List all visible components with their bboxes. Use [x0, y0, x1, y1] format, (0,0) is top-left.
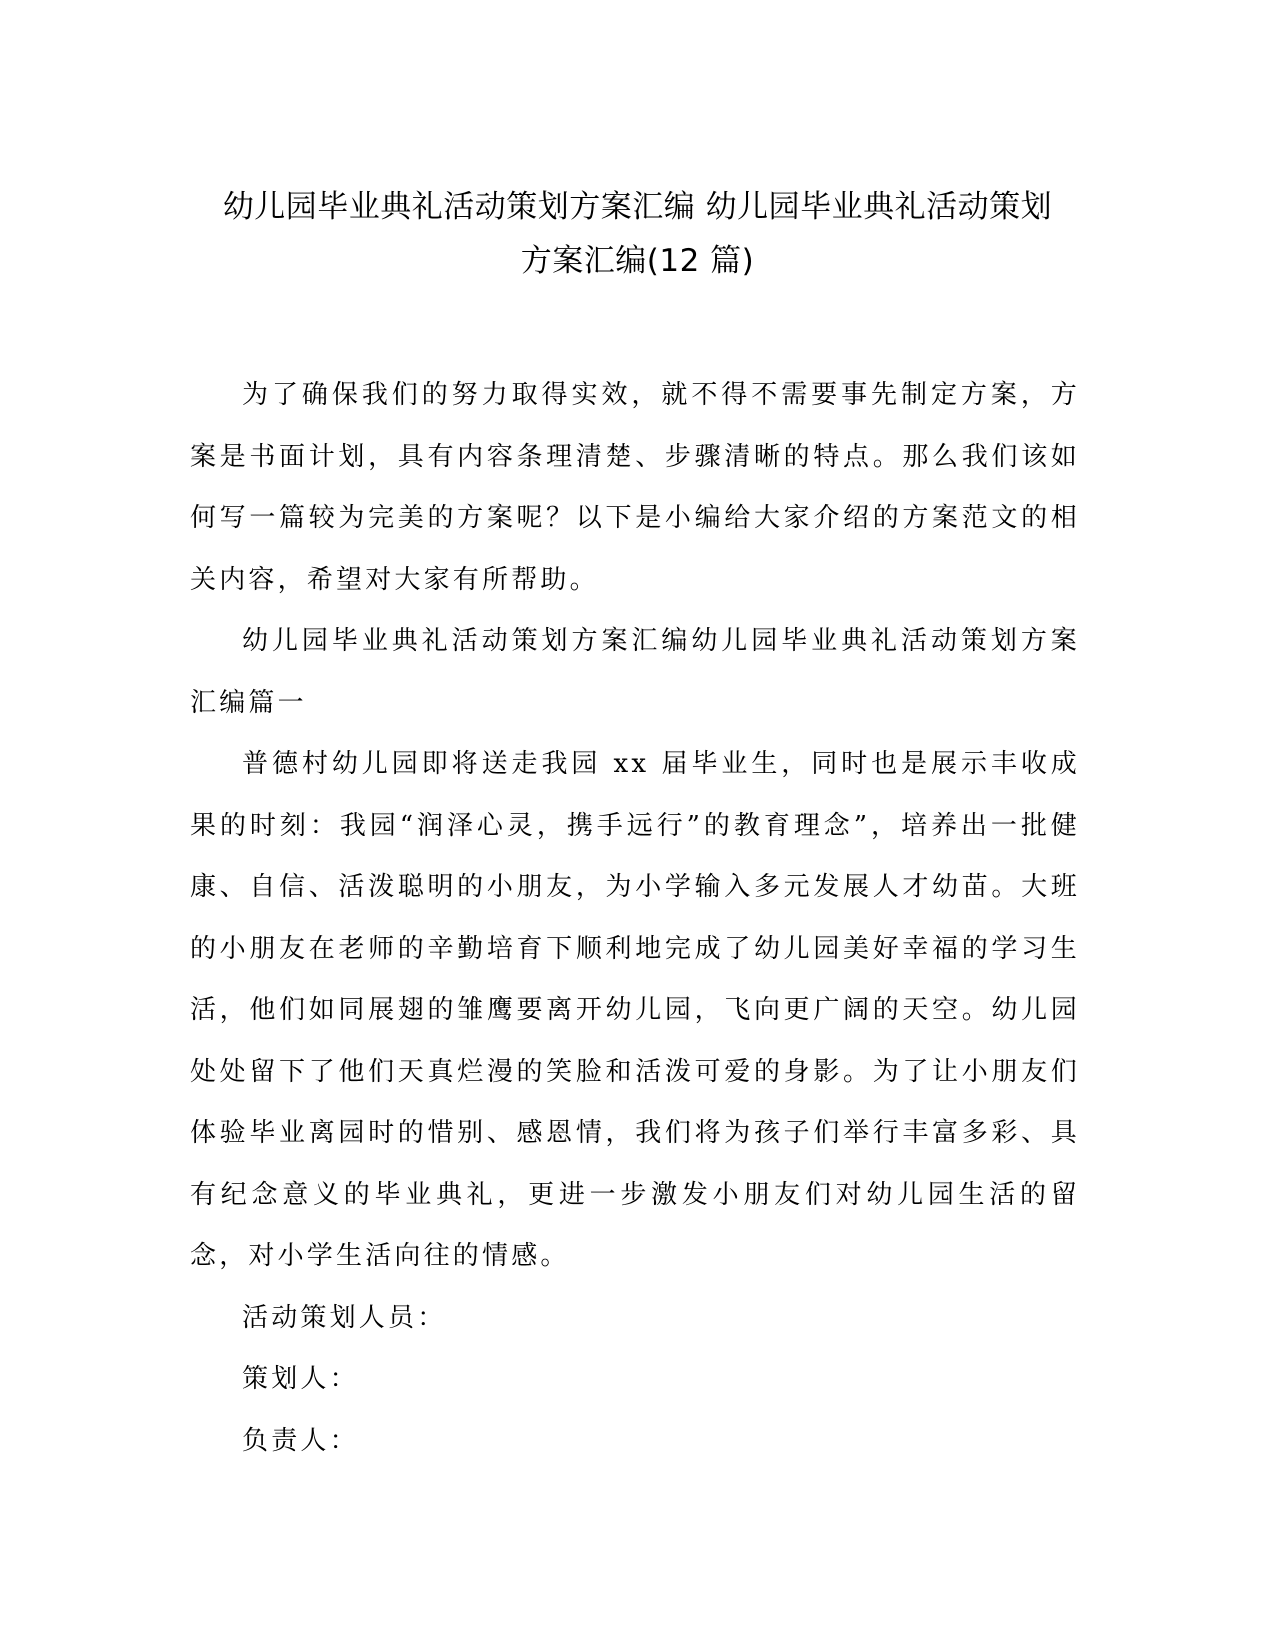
document-title: [150, 180, 1125, 288]
planning-staff-label: 活动策划人员：: [242, 1302, 447, 1333]
intro-paragraph: 为了确保我们的努力取得实效，就不得不需要事先制定方案，方案是书面计划，具有内容条理清楚、步骤清晰的特点。那么我们该如何写一篇较为完美的方案呢？以下是小编给大家介绍的方案范文的相关内容，希望对大家有所帮助。: [190, 380, 1080, 595]
person-in-charge-label: 负责人：: [242, 1425, 359, 1456]
section-heading-paragraph: 幼儿园毕业典礼活动策划方案汇编幼儿园毕业典礼活动策划方案汇编篇一: [190, 626, 1080, 718]
planner-label: 策划人：: [242, 1364, 359, 1394]
title-line-2: 方案汇编(12 篇): [520, 243, 755, 279]
title-line-1: 幼儿园毕业典礼活动策划方案汇编 幼儿园毕业典礼活动策划: [222, 189, 1053, 225]
document-body: [190, 365, 1080, 1472]
background-paragraph: 普德村幼儿园即将送走我园 xx 届毕业生，同时也是展示丰收成果的时刻：我园“润泽心灵，携手远行”的教育理念”，培养出一批健康、自信、活泼聪明的小朋友，为小学输入多元发展人才幼苗。大班的小朋友在老师的辛勤培育下顺利地完成了幼儿园美好幸福的学习生活，他们如同展翅的雏鹰要离开幼儿园，飞向更广阔的天空。幼儿园处处留下了他们天真烂漫的笑脸和活泼可爱的身影。为了让小朋友们体验毕业离园时的惜别、感恩情，我们将为孩子们举行丰富多彩、具有纪念意义的毕业典礼，更进一步激发小朋友们对幼儿园生活的留念，对小学生活向往的情感。: [190, 749, 1080, 1271]
